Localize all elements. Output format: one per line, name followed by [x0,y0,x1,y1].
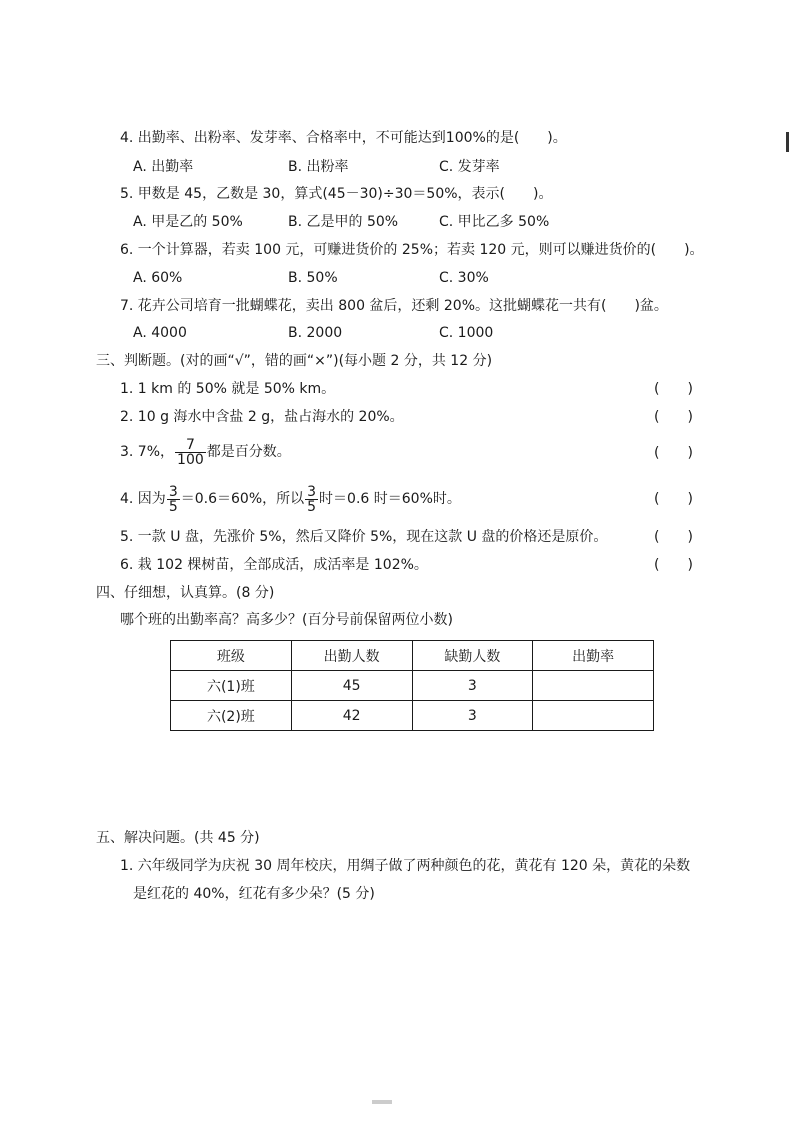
q4-option-b: B. 出粉率 [288,159,349,175]
tf-answer-1[interactable]: ( ) [654,381,693,397]
tf-answer-3[interactable]: ( ) [654,445,693,461]
section3-title: 三、判断题。(对的画“√”，错的画“×”)(每小题 2 分，共 12 分) [96,353,493,369]
section5-q1-line2: 是红花的 40%，红花有多少朵？(5 分) [133,886,375,902]
attendance-table [170,640,654,731]
table-cell: 3 [412,701,533,731]
q5-option-c: C. 甲比乙多 50% [439,214,550,230]
table-row [171,701,654,731]
answer-cell[interactable] [533,671,654,701]
q7-option-a: A. 4000 [133,325,187,341]
q6-stem: 6. 一个计算器，若卖 100 元，可赚进货价的 25%；若卖 120 元，则可以赚进货价的( )。 [120,242,704,258]
q5-option-a: A. 甲是乙的 50% [133,214,243,230]
q7-option-b: B. 2000 [288,325,343,341]
answer-cell[interactable] [533,701,654,731]
table-header-cell: 出勤人数 [291,641,412,671]
table-header-cell: 缺勤人数 [412,641,533,671]
table-row [171,671,654,701]
section4-title: 四、仔细想，认真算。(8 分) [96,585,275,601]
page-number-smudge [372,1100,392,1104]
table-cell: 42 [291,701,412,731]
table-header-cell: 出勤率 [533,641,654,671]
fraction-3-5: $\frac{3}{5}$ [168,483,178,515]
q4-option-c: C. 发芽率 [439,159,500,175]
tf-item-4: 4. 因为 $\frac{3}{5}$ ＝0.6＝60%，所以 $\frac{3}{5}$ 时＝0.6 时＝60%时。 [120,483,461,515]
tf-item-6: 6. 栽 102 棵树苗，全部成活，成活率是 102%。 [120,557,428,573]
tf-item-5: 5. 一款 U 盘，先涨价 5%，然后又降价 5%，现在这款 U 盘的价格还是原价。 [120,529,608,545]
q5-stem: 5. 甲数是 45，乙数是 30，算式(45－30)÷30＝50%，表示( )。 [120,186,553,202]
section5-q1-line1: 1. 六年级同学为庆祝 30 周年校庆，用绸子做了两种颜色的花，黄花有 120 朵，黄花的朵数 [120,858,691,874]
section4-question: 哪个班的出勤率高？高多少？(百分号前保留两位小数) [120,612,453,628]
table-header-row [171,641,654,671]
tf-answer-2[interactable]: ( ) [654,409,693,425]
tf-answer-4[interactable]: ( ) [654,491,693,507]
table-cell: 六(1)班 [171,671,292,701]
table-header-cell: 班级 [171,641,292,671]
q5-option-b: B. 乙是甲的 50% [288,214,399,230]
q4-stem: 4. 出勤率、出粉率、发芽率、合格率中，不可能达到100%的是( )。 [120,130,567,146]
q6-option-b: B. 50% [288,270,338,286]
q6-option-a: A. 60% [133,270,183,286]
tf-item-3: 3. 7%， $\frac{7}{100}$ 都是百分数。 [120,436,291,468]
q7-option-c: C. 1000 [439,325,494,341]
table-cell: 六(2)班 [171,701,292,731]
q7-stem: 7. 花卉公司培育一批蝴蝶花，卖出 800 盆后，还剩 20%。这批蝴蝶花一共有( )盆。 [120,298,668,314]
table-cell: 3 [412,671,533,701]
section5-title: 五、解决问题。(共 45 分) [96,830,260,846]
tf-answer-5[interactable]: ( ) [654,529,693,545]
tf-item-1: 1. 1 km 的 50% 就是 50% km。 [120,381,336,397]
q4-option-a: A. 出勤率 [133,159,194,175]
fraction-3-5: $\frac{3}{5}$ [307,483,317,515]
fraction-7-100: $\frac{7}{100}$ [177,436,204,468]
tf-answer-6[interactable]: ( ) [654,557,693,573]
table-cell: 45 [291,671,412,701]
tf-item-2: 2. 10 g 海水中含盐 2 g，盐占海水的 20%。 [120,409,404,425]
q6-option-c: C. 30% [439,270,489,286]
scan-edge-mark [786,132,789,152]
